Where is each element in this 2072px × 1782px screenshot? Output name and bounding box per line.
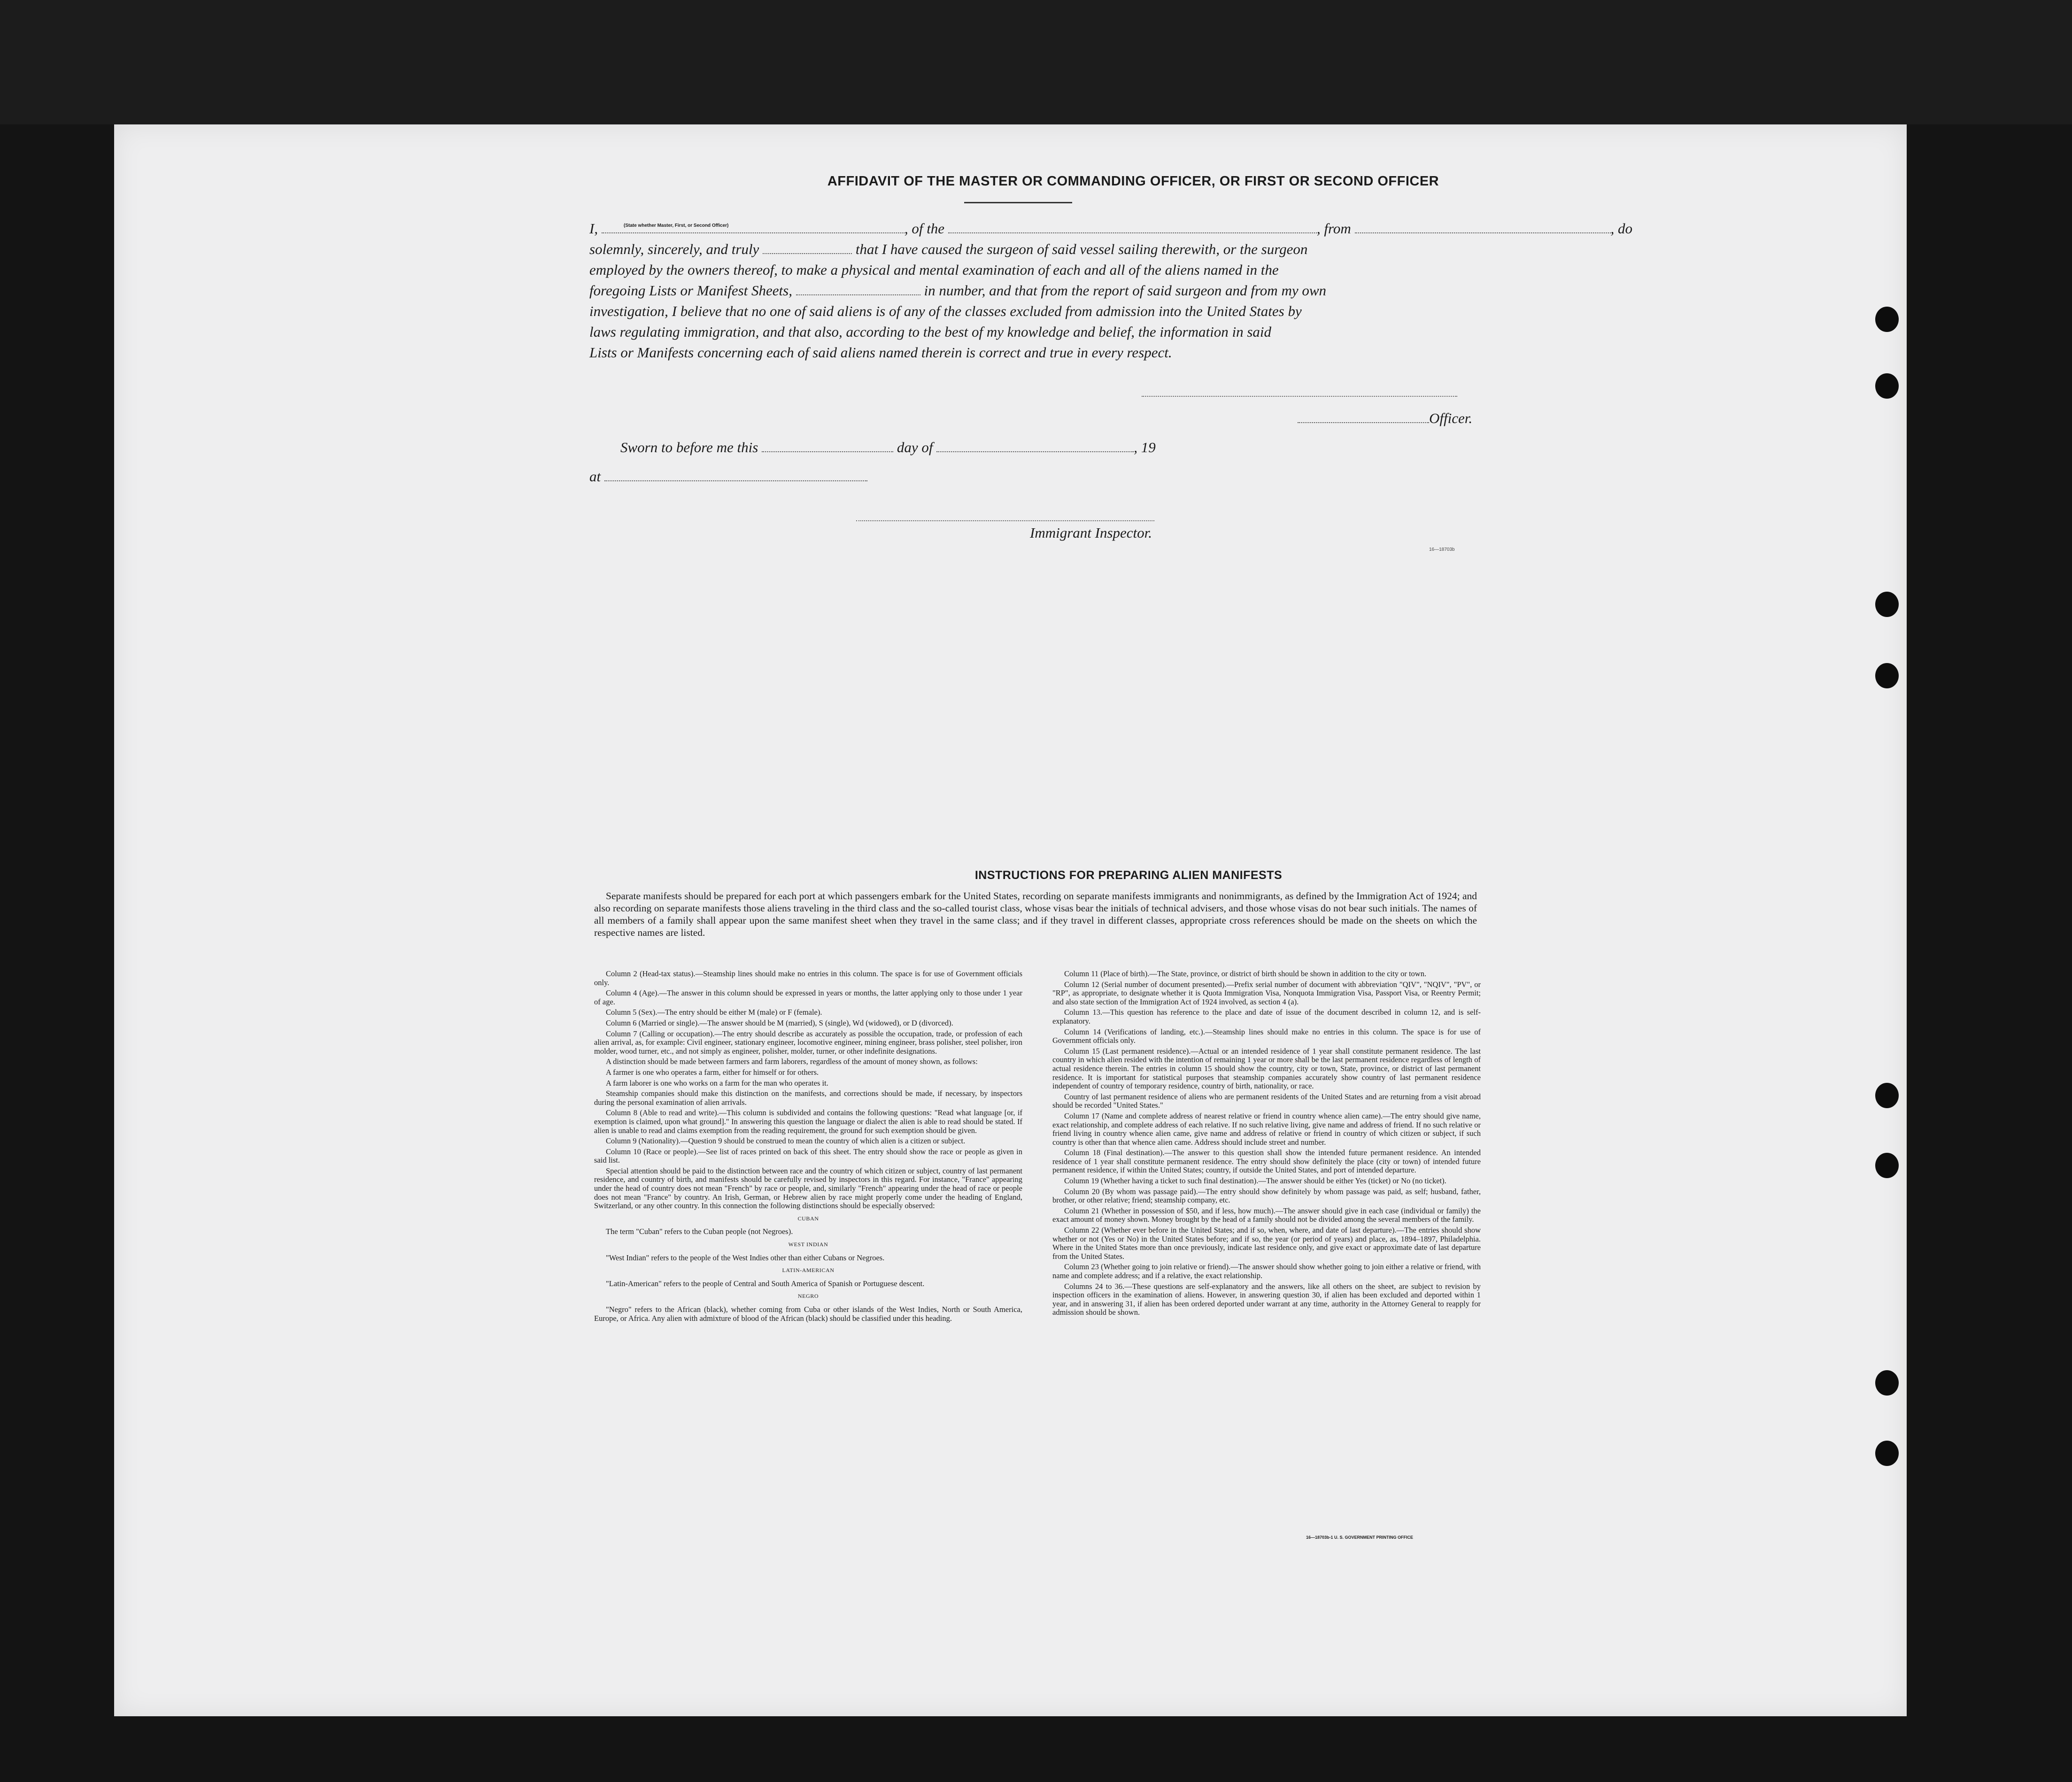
col-21-instruction: Column 21 (Whether in possession of $50, and if less, how much).—The answer should give in each case (individual or family) the exact amount of money shown. Money brought by the head of a family should not be divided among the several members of the family. <box>1052 1206 1481 1224</box>
col-19-instruction: Column 19 (Whether having a ticket to such final destination).—The answer should be either Yes (ticket) or No (no ticket). <box>1064 1176 1446 1186</box>
affidavit-line-6: laws regulating immigration, and that also, according to the best of my knowledge and belief, the information in said <box>589 324 1272 340</box>
col-8-instruction: Column 8 (Able to read and write).—This column is subdivided and contains the following questions: "Read what language [or, if exemption is claimed, upon what ground]." In answering this question the language or dialect the alien is able to read should be stated. If alien is unable to read and claims exemption from the reading requirement, the ground for such exemption should be given. <box>594 1108 1022 1135</box>
farmer-definition: A farmer is one who operates a farm, either for himself or for others. <box>606 1067 819 1077</box>
col-7-instruction: Column 7 (Calling or occupation).—The entry should describe as accurately as possible the occupation, trade, or profession of each alien arrival, as, for example: Civil engineer, stationary engineer, locomotive engineer, mining engineer, brass polisher, steel polisher, iron molder, wood turner, etc., and not simply as engineer, polisher, molder, turner, or other indefinite designations. <box>594 1029 1022 1056</box>
binder-hole <box>1875 1441 1899 1466</box>
instructions-right-column <box>1052 970 1481 1319</box>
col-12-instruction: Column 12 (Serial number of document presented).—Prefix serial number of document with abbreviation "QIV", "NQIV", "PV", or "RP", as appropriate, to designate whether it is Quota Immigration Visa, Nonquota Immigration Visa, Passport Visa, or Reentry Permit; and also state section of the Immigration Act of 1924 involved, as section 4 (a). <box>1052 980 1481 1006</box>
instructions-left-column <box>594 970 1022 1325</box>
binder-hole <box>1875 373 1899 399</box>
title-underline <box>964 202 1072 203</box>
officer-signature-field[interactable] <box>1298 412 1429 423</box>
affidavit-title: AFFIDAVIT OF THE MASTER OR COMMANDING OFFICER, OR FIRST OR SECOND OFFICER <box>827 174 1439 189</box>
affidavit-i: I, <box>589 220 598 237</box>
affidavit-of-the: , of the <box>904 220 945 237</box>
sworn-month-field[interactable] <box>936 441 1134 452</box>
sworn-row <box>620 437 1156 458</box>
col-22-instruction: Column 22 (Whether ever before in the United States; and if so, when, where, and date of last departure).—The entries should show whether or not (Yes or No) in the United States before; and if so, the year (or period of years) and place, as, 1894–1897, Philadelphia. Where in the United States more than once previously, indicate last residence only, and give exact or approximate date of last departure from the United States. <box>1052 1226 1481 1261</box>
west-indian-definition: "West Indian" refers to the people of the West Indies other than either Cubans or Negroes. <box>606 1253 885 1262</box>
col-15-instruction: Column 15 (Last permanent residence).—Actual or an intended residence of 1 year shall constitute permanent residence. The last country in which alien resided with the intention of remaining 1 year or more shall be the last permanent residence regardless of length of actual residence therein. The entries in column 15 should show the country, city or town, State, province, or district of last permanent residence. It is important for statistical purposes that steamship companies accurately show country of last permanent residence independent of country of temporary residence, country of birth, nationality, or race. <box>1052 1046 1481 1091</box>
at-place-field[interactable] <box>604 470 867 481</box>
affidavit-line-2b: that I have caused the surgeon of said vessel sailing therewith, or the surgeon <box>855 241 1308 257</box>
affidavit-line-2a: solemnly, sincerely, and truly <box>589 241 759 257</box>
col-18-instruction: Column 18 (Final destination).—The answer to this question shall show the intended future permanent residence. An intended residence of 1 year shall constitute permanent residence. The entry should show definitely the place (city or town) of intended future permanent residence, if within the United States; country, if outside the United States, and port of intended departure. <box>1052 1148 1481 1175</box>
affidavit-line-1 <box>589 218 1632 239</box>
race-country-note: Special attention should be paid to the distinction between race and the country of which citizen or subject, country of last permanent residence, and country of birth, and manifests should be carefully revised by inspectors in this regard. For instance, "France" appearing under the head of country does not mean "French" by race or people, and, similarly "French" appearing under the head of race or people does not mean "France" by country. An Irish, German, or Hebrew alien by race might properly come under the heading of England, Switzerland, or any other country. In this connection the following distinctions should be especially observed: <box>594 1166 1022 1211</box>
printing-office-footer: 16—18703b-1 U. S. GOVERNMENT PRINTING OFFICE <box>1306 1535 1414 1540</box>
officer-label: Officer. <box>1429 410 1473 426</box>
affidavit-do: , do <box>1610 220 1632 237</box>
year-label: , 19 <box>1134 439 1156 455</box>
port-field[interactable] <box>1355 222 1611 233</box>
col-14-instruction: Column 14 (Verifications of landing, etc.).—Steamship lines should make no entries in this column. The space is for use of Government officials only. <box>1052 1027 1481 1045</box>
col-13-instruction: Column 13.—This question has reference to the place and date of issue of the document described in column 12, and is self-explanatory. <box>1052 1008 1481 1026</box>
manifest-sheet <box>114 124 1907 1716</box>
officer-signature-row <box>1298 408 1472 429</box>
affidavit-line-2 <box>589 239 1307 260</box>
residence-note: Country of last permanent residence of aliens who are permanent residents of the United States and are returning from a visit abroad should be recorded "United States." <box>1052 1092 1481 1110</box>
latin-american-definition: "Latin-American" refers to the people of Central and South America of Spanish or Portuguese descent. <box>606 1279 925 1288</box>
negro-definition: "Negro" refers to the African (black), whether coming from Cuba or other islands of the West Indies, North or South America, Europe, or Africa. Any alien with admixture of blood of the African (black) should be classified under this heading. <box>594 1305 1022 1323</box>
farm-laborer-definition: A farm laborer is one who works on a farm for the man who operates it. <box>606 1078 828 1088</box>
affidavit-line-4 <box>589 280 1326 301</box>
col-24-36-instruction: Columns 24 to 36.—These questions are self-explanatory and the answers, like all others on the sheet, are subject to revision by inspection officers in the examination of aliens. However, in answering question 30, if alien has been excluded and deported within 1 year, and in answering 31, if alien has been ordered deported under warrant at any time, authority in the Attorney General to reapply for admission should be shown. <box>1052 1281 1481 1317</box>
rank-note: (State whether Master, First, or Second Officer) <box>624 223 729 228</box>
sworn-day-field[interactable] <box>762 441 893 452</box>
scan-border <box>0 0 2072 124</box>
col-23-instruction: Column 23 (Whether going to join relative or friend).—The answer should show whether going to join either a relative or friend, with name and complete address; and if a relative, the exact relationship. <box>1052 1262 1481 1280</box>
affidavit-from: , from <box>1316 220 1351 237</box>
affidavit-line-4b: in number, and that from the report of said surgeon and from my own <box>924 282 1327 299</box>
oath-field[interactable] <box>763 243 852 254</box>
instructions-title: INSTRUCTIONS FOR PREPARING ALIEN MANIFESTS <box>974 869 1283 882</box>
affidavit-line-7: Lists or Manifests concerning each of said aliens named therein is correct and true in every respect. <box>589 344 1172 361</box>
vessel-field[interactable] <box>948 222 1317 233</box>
affidavit-line-4a: foregoing Lists or Manifest Sheets, <box>589 282 792 299</box>
steamship-distinction: Steamship companies should make this distinction on the manifests, and corrections should be made, if necessary, by inspectors during the personal examination of alien arrivals. <box>594 1089 1022 1107</box>
col-2-instruction: Column 2 (Head-tax status).—Steamship lines should make no entries in this column. The space is for use of Government officials only. <box>594 969 1022 987</box>
at-label: at <box>589 468 601 485</box>
binder-hole <box>1875 307 1899 332</box>
binder-hole <box>1875 1083 1899 1108</box>
instructions-intro: Separate manifests should be prepared for each port at which passengers embark for the United States, recording on separate manifests immigrants and nonimmigrants, as defined by the Immigration Act of 1924; and also recording on separate manifests those aliens traveling in the third class and the so-called tourist class, whose visas bear the initials of technical advisers, and those whose visas do not bear such initials. The names of all members of a family shall appear upon the same manifest sheet when they travel in the same class; and if they travel in different classes, appropriate cross references should be made on the sheets on which the respective names are listed. <box>594 890 1477 938</box>
inspector-label: Immigrant Inspector. <box>1030 525 1152 541</box>
col-5-instruction: Column 5 (Sex).—The entry should be either M (male) or F (female). <box>606 1008 822 1017</box>
sheet-count-field[interactable] <box>796 284 920 295</box>
col-10-instruction: Column 10 (Race or people).—See list of races printed on back of this sheet. The entry should show the race or people as given in said list. <box>594 1147 1022 1165</box>
heading-negro: NEGRO <box>797 1293 819 1300</box>
binder-hole <box>1875 592 1899 617</box>
col-11-instruction: Column 11 (Place of birth).—The State, province, or district of birth should be shown in addition to the city or town. <box>1064 969 1427 978</box>
heading-west-indian: WEST INDIAN <box>788 1241 828 1248</box>
rank-field[interactable] <box>602 222 905 233</box>
col-6-instruction: Column 6 (Married or single).—The answer should be M (married), S (single), Wd (widowed), or D (divorced). <box>606 1018 953 1027</box>
binder-hole <box>1875 1370 1899 1396</box>
col-9-instruction: Column 9 (Nationality).—Question 9 should be construed to mean the country of which alien is a citizen or subject. <box>606 1136 966 1146</box>
heading-cuban: CUBAN <box>797 1215 819 1222</box>
day-of-label: day of <box>897 439 933 455</box>
farmer-distinction: A distinction should be made between farmers and farm laborers, regardless of the amount of money shown, as follows: <box>606 1057 978 1066</box>
form-number: 16—18703b <box>1429 547 1455 552</box>
sworn-label: Sworn to before me this <box>620 439 758 455</box>
heading-latin-american: LATIN-AMERICAN <box>782 1267 835 1274</box>
binder-hole <box>1875 1153 1899 1178</box>
affidavit-line-5: investigation, I believe that no one of said aliens is of any of the classes excluded from admission into the United States by <box>589 303 1302 319</box>
at-row <box>589 466 867 487</box>
col-4-instruction: Column 4 (Age).—The answer in this column should be expressed in years or months, the latter applying only to those under 1 year of age. <box>594 988 1022 1006</box>
inspector-signature-line[interactable] <box>856 520 1154 521</box>
col-20-instruction: Column 20 (By whom was passage paid).—The entry should show definitely by whom passage was paid, as self; husband, father, brother, or other relative; friend; steamship company, etc. <box>1052 1187 1481 1205</box>
signature-line-upper[interactable] <box>1142 396 1457 397</box>
affidavit-line-3: employed by the owners thereof, to make a physical and mental examination of each and all of the aliens named in the <box>589 262 1279 278</box>
binder-hole <box>1875 663 1899 688</box>
cuban-definition: The term "Cuban" refers to the Cuban people (not Negroes). <box>606 1227 793 1236</box>
col-17-instruction: Column 17 (Name and complete address of nearest relative or friend in country whence alien came).—The entry should give name, exact relationship, and complete address of each relative. If no such relative living, give name and address of friend. If no such relative or friend living in country whence alien came, give name and address of relative or friend in country of which citizen or subject, if such country is other than that whence alien came. Address should include street and number. <box>1052 1111 1481 1147</box>
